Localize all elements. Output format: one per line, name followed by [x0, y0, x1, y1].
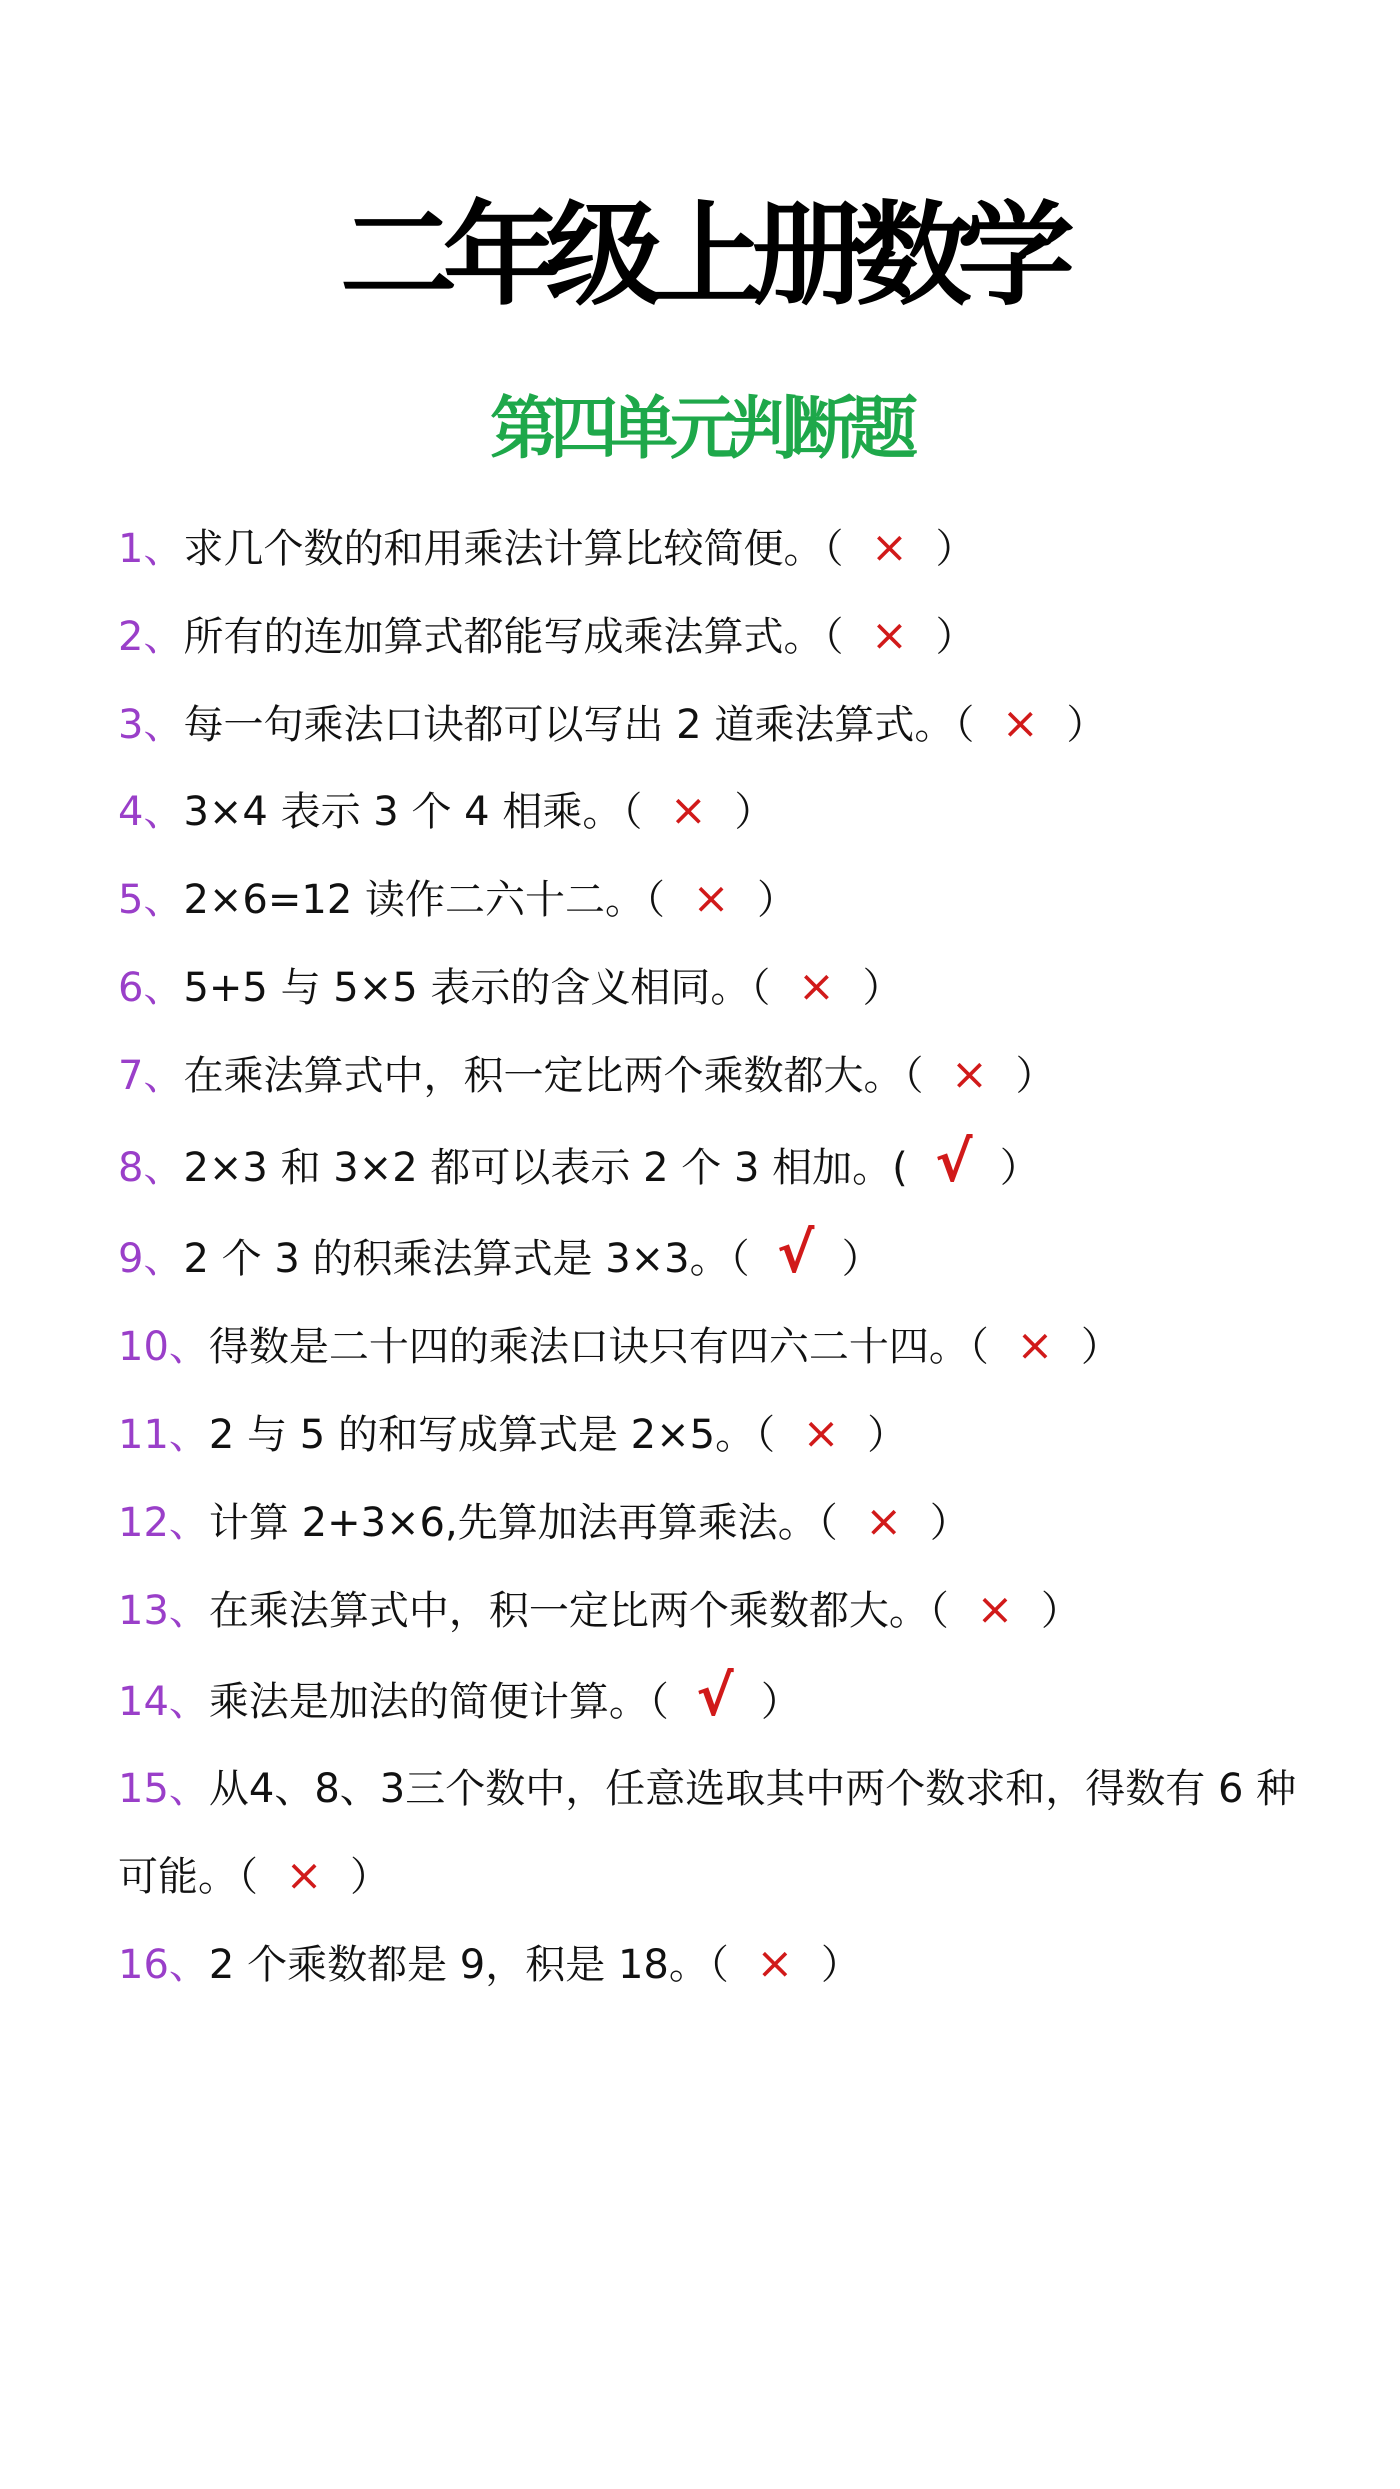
question-text: 所有的连加算式都能写成乘法算式。（	[183, 613, 844, 660]
question-number: 6	[118, 964, 144, 1011]
closing-paren: ）	[820, 1941, 861, 1988]
question-text: 计算 2+3×6,先算加法再算乘法。（	[208, 1499, 838, 1546]
question-item	[118, 1211, 1318, 1303]
question-text: 得数是二十四的乘法口诀只有四六二十四。（	[208, 1324, 989, 1371]
question-text: 2 个乘数都是 9，积是 18。（	[208, 1941, 729, 1988]
closing-paren: ）	[935, 613, 976, 660]
question-number: 10	[118, 1324, 169, 1371]
answer-check-mark: √	[935, 1129, 973, 1195]
closing-paren: ）	[1015, 1052, 1056, 1099]
answer-check-mark: √	[776, 1221, 815, 1287]
answer-cross-mark: ×	[802, 1407, 840, 1459]
answer-cross-mark: ×	[798, 960, 835, 1012]
question-separator: 、	[143, 964, 184, 1011]
question-text: 3×4 表示 3 个 4 相乘。（	[183, 789, 643, 836]
question-text: 每一句乘法口诀都可以写出 2 道乘法算式。（	[183, 701, 975, 748]
question-separator: 、	[143, 877, 184, 924]
question-item	[118, 1120, 1318, 1212]
question-separator: 、	[168, 1499, 209, 1546]
question-text: 2×6=12 读作二六十二。（	[183, 877, 665, 924]
question-item	[118, 1032, 1318, 1120]
closing-paren: ）	[867, 1411, 908, 1458]
question-number: 16	[118, 1941, 169, 1988]
closing-paren: ）	[935, 526, 976, 572]
question-separator: 、	[168, 1941, 209, 1988]
question-text: 2 与 5 的和写成算式是 2×5。（	[208, 1411, 776, 1458]
question-separator: 、	[168, 1411, 209, 1458]
closing-paren: ）	[1066, 701, 1107, 748]
answer-cross-mark: ×	[865, 1495, 903, 1547]
question-separator: 、	[143, 701, 184, 748]
question-text: 5+5 与 5×5 表示的含义相同。（	[183, 964, 771, 1011]
closing-paren: ）	[734, 789, 775, 836]
answer-cross-mark: ×	[692, 873, 730, 925]
question-item	[118, 768, 1318, 856]
question-item	[118, 1746, 1318, 1921]
question-number: 8	[118, 1144, 144, 1191]
closing-paren: ）	[1040, 1587, 1081, 1634]
question-number: 15	[118, 1766, 169, 1813]
answer-cross-mark: ×	[1016, 1320, 1054, 1372]
question-item	[118, 1479, 1318, 1567]
question-item	[118, 1391, 1318, 1479]
question-separator: 、	[168, 1679, 209, 1726]
question-separator: 、	[168, 1324, 209, 1371]
question-number: 14	[118, 1679, 169, 1726]
closing-paren: ）	[999, 1144, 1040, 1191]
question-number: 9	[118, 1236, 144, 1283]
question-text: 在乘法算式中，积一定比两个乘数都大。（	[208, 1587, 949, 1634]
answer-cross-mark: ×	[756, 1937, 794, 1989]
page-subtitle: 第四单元判断题	[489, 390, 910, 469]
closing-paren: ）	[760, 1679, 801, 1726]
question-item	[118, 681, 1318, 769]
question-list	[118, 505, 1318, 2009]
answer-cross-mark: ×	[951, 1048, 988, 1100]
question-number: 12	[118, 1499, 169, 1546]
answer-cross-mark: ×	[285, 1849, 323, 1901]
answer-cross-mark: ×	[1001, 697, 1039, 749]
question-number: 3	[118, 701, 144, 748]
question-separator: 、	[143, 613, 184, 660]
question-text: 求几个数的和用乘法计算比较简便。（	[183, 526, 844, 572]
closing-paren: ）	[841, 1236, 882, 1283]
closing-paren: ）	[862, 964, 903, 1011]
question-item	[118, 1921, 1318, 2009]
question-item	[118, 593, 1318, 681]
question-separator: 、	[168, 1766, 209, 1813]
question-number: 5	[118, 877, 144, 924]
question-item	[118, 1303, 1318, 1391]
question-separator: 、	[143, 1144, 184, 1191]
closing-paren: ）	[757, 877, 797, 924]
answer-cross-mark: ×	[871, 522, 908, 573]
question-text: 在乘法算式中，积一定比两个乘数都大。（	[183, 1052, 924, 1099]
question-number: 2	[118, 613, 144, 660]
question-text: 2×3 和 3×2 都可以表示 2 个 3 相加。(	[183, 1144, 908, 1191]
question-number: 13	[118, 1587, 169, 1634]
question-item	[118, 1654, 1318, 1746]
question-separator: 、	[143, 1236, 184, 1283]
closing-paren: ）	[350, 1853, 390, 1900]
answer-cross-mark: ×	[871, 609, 908, 661]
question-text: 乘法是加法的简便计算。（	[208, 1679, 669, 1726]
question-number: 7	[118, 1052, 144, 1099]
question-item	[118, 856, 1318, 944]
question-separator: 、	[143, 789, 184, 836]
question-text: 2 个 3 的积乘法算式是 3×3。（	[183, 1236, 750, 1283]
answer-cross-mark: ×	[976, 1583, 1014, 1635]
answer-cross-mark: ×	[669, 785, 707, 837]
question-number: 1	[118, 526, 144, 572]
question-text: 从4、8、3三个数中，任意选取其中两个数求和，得数有 6 种可能。（	[118, 1766, 1297, 1900]
question-item	[118, 944, 1318, 1032]
question-separator: 、	[143, 1052, 184, 1099]
question-item	[118, 1567, 1318, 1655]
answer-check-mark: √	[696, 1664, 734, 1730]
question-item	[118, 505, 1318, 593]
question-separator: 、	[143, 526, 184, 572]
question-number: 11	[118, 1411, 169, 1458]
question-separator: 、	[168, 1587, 209, 1634]
page-title: 二年级上册数学	[339, 191, 1061, 321]
closing-paren: ）	[929, 1499, 970, 1546]
closing-paren: ）	[1080, 1324, 1121, 1371]
question-number: 4	[118, 789, 144, 836]
